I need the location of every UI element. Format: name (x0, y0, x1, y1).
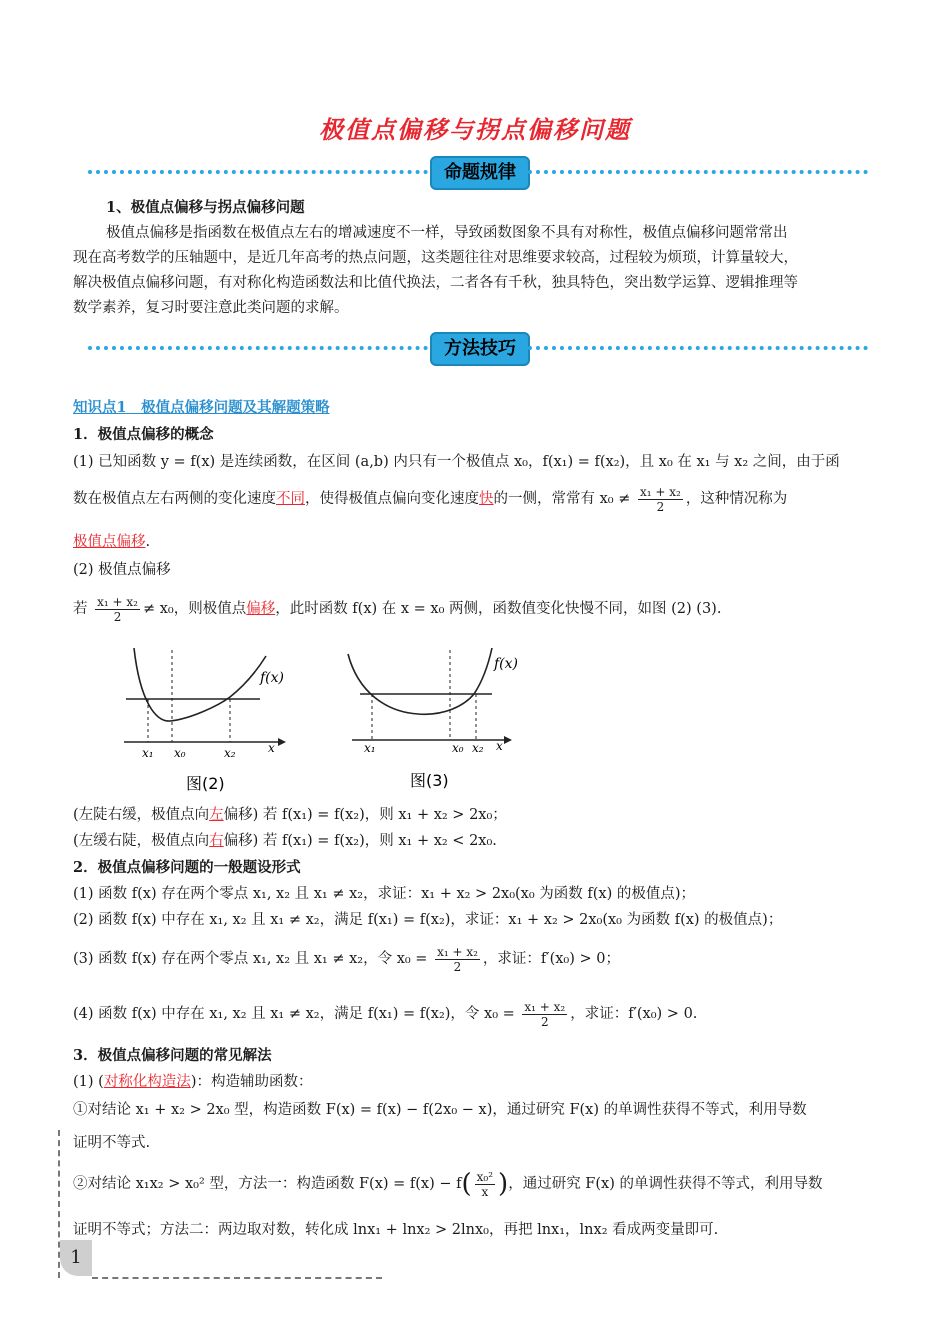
kp-text: 知识点1 极值点偏移问题及其解题策略 (73, 399, 330, 416)
frac-den-3: 2 (453, 959, 462, 974)
form-4 (73, 997, 697, 1031)
p1b-highlight-1: 不同 (276, 491, 305, 507)
method-1 (73, 1072, 312, 1092)
fig3-axis-arrow (504, 736, 512, 744)
f4-text-1: (4) 函数 f(x) 中存在 x₁, x₂ 且 x₁ ≠ x₂，满足 f(x₁) = f(x₂)，令 x₀ = (73, 1006, 515, 1022)
s1-heading: 1、极值点偏移与拐点偏移问题 (106, 199, 305, 216)
c1-highlight: 左 (209, 807, 224, 823)
c2-highlight: 右 (209, 833, 224, 849)
fig3-curve (348, 648, 492, 714)
fig2-x1-label: x₁ (142, 746, 154, 760)
section-divider-right-2 (528, 346, 868, 350)
s1-line3: 解决极值点偏移问题，有对称化构造函数法和比值代换法，二者各有千秋，独具特色，突出数学运算、逻辑推理等 (73, 275, 798, 291)
m3a-den: x (481, 1184, 489, 1199)
heading-methods: 3．极值点偏移问题的常见解法 (73, 1047, 272, 1064)
p1b-highlight-2: 快 (479, 491, 494, 507)
fig3-caption: 图(3) (410, 771, 449, 790)
fig2-curve (134, 648, 266, 721)
f3-text-1: (3) 函数 f(x) 存在两个零点 x₁, x₂ 且 x₁ ≠ x₂，令 x₀ = (73, 951, 428, 967)
frac-num-3: x₁ + x₂ (437, 944, 478, 959)
knowledge-point-label (73, 398, 330, 418)
m3a-text-1: ②对结论 x₁x₂ > x₀² 型，方法一：构造函数 F(x) = f(x) − f (73, 1176, 462, 1192)
p1-line-a: (1) 已知函数 y = f(x) 是连续函数，在区间 (a,b) 内只有一个极值点 x₀，f(x₁) = f(x₂)，且 x₀ 在 x₁ 与 x₂ 之间，由于函 (73, 454, 840, 470)
heading-forms: 2．极值点偏移问题的一般题设形式 (73, 859, 301, 876)
method-3-line-a: ②对结论 x₁x₂ > x₀² 型，方法一：构造函数 F(x) = f(x) − f( $\frac{\text{x₀²}}{x}$ )，通过研究 F(x) 的单调性获得不等式，利用导数 (73, 1169, 823, 1199)
s1-line4: 数学素养，复习时要注意此类问题的求解。 (73, 300, 349, 316)
heading-concept: 1．极值点偏移的概念 (73, 426, 214, 443)
p1-line-b (73, 482, 787, 516)
c2-text-1: (左缓右陡，极值点向 (73, 833, 210, 849)
fig2-fx-label: f(x) (260, 670, 285, 686)
p2b-text-1: 若 (73, 601, 88, 617)
section-divider-left (88, 170, 428, 174)
p1b-text-3: 的一侧，常常有 x₀ ≠ (493, 491, 631, 507)
figure-2 (118, 642, 288, 802)
c1-text-2: 偏移) 若 f(x₁) = f(x₂)，则 x₁ + x₂ > 2x₀； (223, 807, 507, 823)
figure-3 (346, 642, 526, 802)
page-title: 极值点偏移与拐点偏移问题 (319, 116, 631, 144)
fig3-x-label: x (496, 739, 503, 753)
frac-num: x₁ + x₂ (639, 484, 681, 499)
m3a-num: x₀² (476, 1169, 494, 1184)
c1-text-1: (左陡右缓，极值点向 (73, 807, 210, 823)
frac-num-2: x₁ + x₂ (97, 594, 138, 609)
f4-text-2: ，求证：f′(x₀) > 0. (570, 1006, 698, 1022)
term-symmetric-construction: 对称化构造法 (103, 1074, 191, 1090)
p1c-end: . (145, 534, 151, 550)
fraction-x0sq-over-x (475, 1170, 495, 1199)
p1b-text-4: ，这种情况称为 (685, 491, 788, 507)
case-right-steep (73, 831, 497, 851)
fraction-mean-4 (522, 1000, 567, 1029)
fig3-x0-label: x₀ (452, 741, 464, 755)
p2-label: (2) 极值点偏移 (73, 562, 171, 578)
p1b-text-1: 数在极值点左右两侧的变化速度 (73, 491, 276, 507)
p1b-text-2: ，使得极值点偏向变化速度 (305, 491, 479, 507)
p2-line-b (73, 592, 721, 626)
c2-text-2: 偏移) 若 f(x₁) = f(x₂)，则 x₁ + x₂ < 2x₀. (223, 833, 497, 849)
f3-text-2: ，求证：f′(x₀) > 0； (482, 951, 620, 967)
fraction-mean (638, 485, 683, 514)
fig3-fx-label: f(x) (494, 656, 519, 672)
method-2-line-a: ①对结论 x₁ + x₂ > 2x₀ 型，构造函数 F(x) = f(x) − f(2x₀ − x)，通过研究 F(x) 的单调性获得不等式，利用导数 (73, 1102, 807, 1118)
frac-den-4: 2 (540, 1014, 549, 1029)
frac-den: 2 (656, 499, 665, 514)
p2b-text-2: ≠ x₀，则极值点 (142, 601, 247, 617)
method-3-line-b: 证明不等式；方法二：两边取对数，转化成 lnx₁ + lnx₂ > 2lnx₀，再把 lnx₁，lnx₂ 看成两变量即可. (73, 1222, 719, 1238)
s1-line1: 极值点偏移是指函数在极值点左右的增减速度不一样，导致函数图象不具有对称性，极值点偏移问题常常出 (106, 225, 788, 241)
frac-den-2: 2 (113, 609, 122, 624)
section-divider-right (528, 170, 868, 174)
method-2-line-b: 证明不等式. (73, 1135, 151, 1151)
section-badge-methods: 方法技巧 (430, 332, 530, 366)
fig2-axis-arrow (278, 738, 286, 746)
form-2: (2) 函数 f(x) 中存在 x₁, x₂ 且 x₁ ≠ x₂，满足 f(x₁) = f(x₂)，求证：x₁ + x₂ > 2x₀(x₀ 为函数 f(x) 的极值点)； (73, 912, 783, 928)
term-shift: 偏移 (246, 601, 276, 617)
fig3-x1-label: x₁ (364, 741, 376, 755)
page-number: 1 (60, 1240, 92, 1276)
fig2-caption: 图(2) (186, 774, 225, 793)
fig2-x-label: x (268, 741, 275, 755)
term-extreme-shift: 极值点偏移 (73, 534, 146, 550)
m3a-text-2: ，通过研究 F(x) 的单调性获得不等式，利用导数 (508, 1176, 823, 1192)
form-1: (1) 函数 f(x) 存在两个零点 x₁, x₂ 且 x₁ ≠ x₂，求证：x₁ + x₂ > 2x₀(x₀ 为函数 f(x) 的极值点)； (73, 886, 696, 902)
m1-text-2: )：构造辅助函数： (190, 1074, 313, 1090)
m1-text-1: (1) ( (73, 1074, 104, 1090)
p1-line-c (73, 532, 150, 552)
fig2-x0-label: x₀ (174, 746, 186, 760)
fraction-mean-2 (95, 595, 140, 624)
page-bottom-rule (92, 1277, 382, 1279)
section-badge-rules: 命题规律 (430, 156, 530, 190)
p2b-text-3: ，此时函数 f(x) 在 x = x₀ 两侧，函数值变化快慢不同，如图 (2) (3). (275, 601, 722, 617)
fig3-x2-label: x₂ (472, 741, 484, 755)
case-left-steep (73, 805, 507, 825)
s1-line2: 现在高考数学的压轴题中，是近几年高考的热点问题，这类题往往对思维要求较高，过程较为烦琐，计算量较大， (73, 250, 798, 266)
form-3 (73, 942, 620, 976)
fraction-mean-3 (435, 945, 480, 974)
section-divider-left-2 (88, 346, 428, 350)
frac-num-4: x₁ + x₂ (524, 999, 566, 1014)
fig2-x2-label: x₂ (224, 746, 236, 760)
